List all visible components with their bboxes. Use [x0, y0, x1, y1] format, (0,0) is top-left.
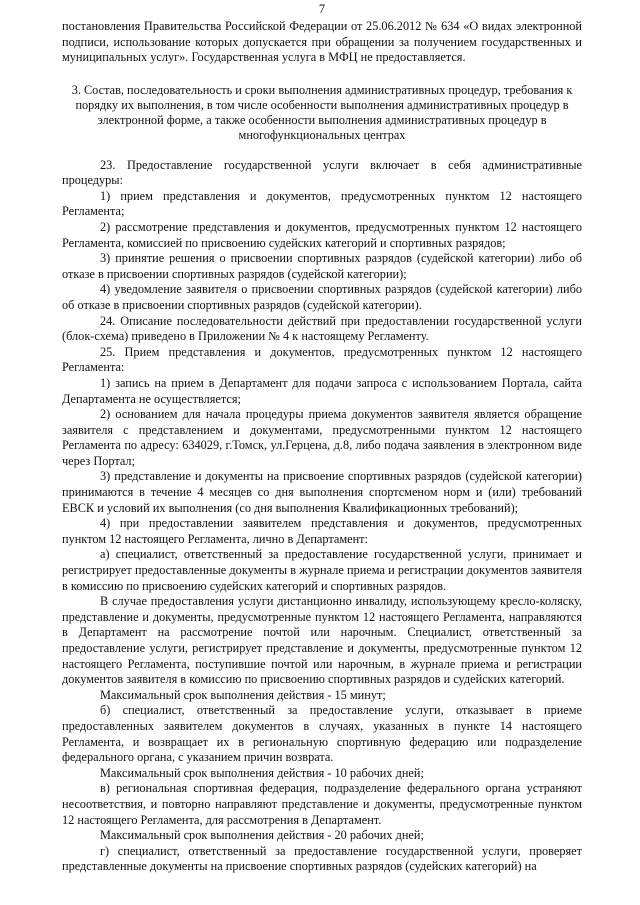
sub-item-c: в) региональная спортивная федерация, подразделение федерального органа устраняют несоответствия, и повторно направляют представление и документы, предусмотренные пунктом 12 настоящего Регламента, для рассмотрения в Департамент.: [62, 781, 582, 827]
list-item: 4) при предоставлении заявителем представления и документов, предусмотренных пунктом 12 настоящего Регламента, лично в Департамент:: [62, 516, 582, 546]
max-duration-note: Максимальный срок выполнения действия - 10 рабочих дней;: [100, 765, 424, 780]
paragraph-24: 24. Описание последовательности действий при предоставлении государственной услуги (блок-схема) приведено в Приложении № 4 к настоящему Регламенту.: [62, 313, 582, 344]
document-page: [62, 0, 582, 875]
sub-item-d: г) специалист, ответственный за предоставление государственной услуги, проверяет представленные документы на присвоение спортивных разрядов (судейских категорий) на: [62, 843, 582, 874]
body-text: [62, 158, 582, 875]
sub-item-a: а) специалист, ответственный за предоставление государственной услуги, принимает и регистрирует предоставленные документы в журнале приема и регистрации документов заявителя в комиссию по присвоению судейских категорий и спортивных разрядов.: [62, 547, 582, 593]
list-item: 1) прием представления и документов, предусмотренных пунктом 12 настоящего Регламента;: [62, 188, 582, 219]
list-item: 1) запись на прием в Департамент для подачи запроса с использованием Портала, сайта Департамента не осуществляется;: [62, 375, 582, 406]
paragraph-23: 23. Предоставление государственной услуги включает в себя административные процедуры:: [62, 157, 582, 188]
max-duration-note: Максимальный срок выполнения действия - 20 рабочих дней;: [100, 828, 424, 843]
section-heading: 3. Состав, последовательность и сроки выполнения административных процедур, требования к порядку их выполнения, в том числе особенности выполнения административных процедур в электронной форме, а также особенности выполнения административных процедур в многофункциональных центрах: [71, 82, 573, 143]
max-duration-note: Максимальный срок выполнения действия - 15 минут;: [100, 687, 386, 702]
disabled-remote-paragraph: В случае предоставления услуги дистанционно инвалиду, использующему кресло-коляску, представление и документы, предусмотренные пунктом 12 настоящего Регламента, направляются в Департамент на рассмотрение почтой или нарочным. Специалист, ответственный за предоставление услуги, регистрирует представление и документы, предусмотренные пунктом 12 настоящего Регламента, поступившие почтой или нарочным, в журнале приема и регистрации документов заявителя в комиссию по присвоению спортивных разрядов и судейских категорий.: [62, 594, 582, 687]
list-item: 3) принятие решения о присвоении спортивных разрядов (судейской категории) либо об отказе в присвоении спортивных разрядов (судейской категории);: [62, 251, 582, 281]
list-item: 2) рассмотрение представления и документов, предусмотренных пунктом 12 настоящего Регламента, комиссией по присвоению судейских категорий и спортивных разрядов;: [62, 219, 582, 250]
page-number: 7: [318, 2, 326, 16]
list-item: 2) основанием для начала процедуры приема документов заявителя является обращение заявителя с представлением и документами, предусмотренными пунктом 12 настоящего Регламента по адресу: 634029, г.Томск, ул.Герцена, д.8, либо подача заявления в электронном виде через Портал;: [62, 407, 582, 468]
list-item: 4) уведомление заявителя о присвоении спортивных разрядов (судейской категории) либо об отказе в присвоении спортивных разрядов (судейской категории).: [62, 282, 582, 312]
paragraph-25: 25. Прием представления и документов, предусмотренных пунктом 12 настоящего Регламента:: [62, 344, 582, 375]
list-item: 3) представление и документы на присвоение спортивных разрядов (судейской категории) принимаются в течение 4 месяцев со дня выполнения спортсменом норм и (или) требований ЕВСК и условий их выполнения (со дня выполнения Квалификационных требований);: [62, 469, 582, 515]
intro-paragraph: постановления Правительства Российской Федерации от 25.06.2012 № 634 «О видах электронной подписи, использование которых допускается при обращении за получением государственных и муниципальных услуг». Государственная услуга в МФЦ не предоставляется.: [62, 19, 582, 65]
sub-item-b: б) специалист, ответственный за предоставление услуги, отказывает в приеме предоставленных заявителем документов в случаях, указанных в пункте 14 настоящего Регламента, и возвращает их в региональную спортивную федерацию или подразделение федерального органа, с указанием причин возврата.: [62, 703, 582, 765]
